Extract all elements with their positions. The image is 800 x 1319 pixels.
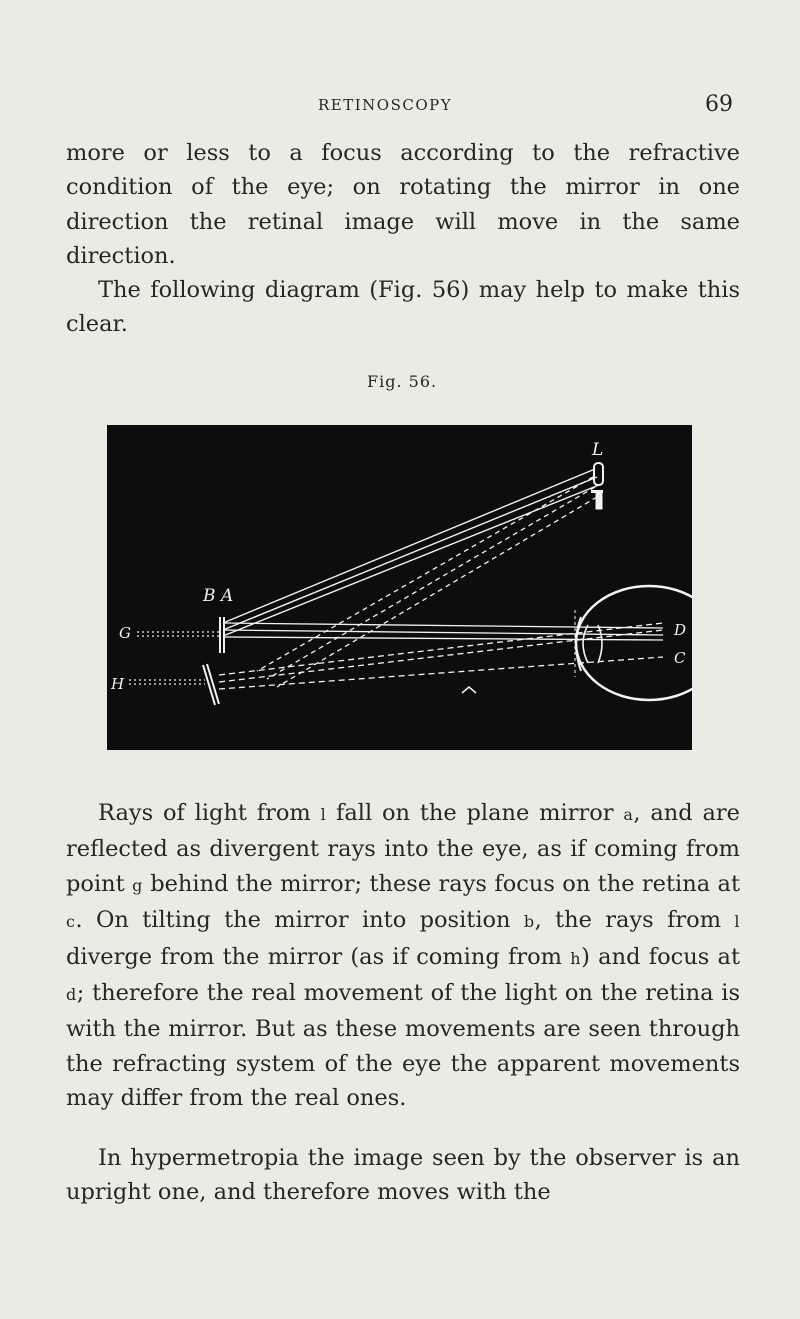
p3-text-7: diverge from the mirror (as if coming from — [66, 943, 571, 970]
p3-label-c: c — [66, 912, 76, 932]
paragraph-4: In hypermetropia the image seen by the observer is an upright one, and therefore moves with the — [66, 1145, 740, 1206]
label-c: C — [674, 649, 686, 667]
p3-text-3: , and are reflected as divergent rays into the eye, as if coming from point — [66, 800, 740, 897]
paragraph-3 — [66, 796, 740, 1116]
p3-text-8: ) and focus at — [581, 943, 741, 970]
p3-text-2: fall on the plane mirror — [326, 800, 624, 826]
paragraph-1: more or less to a focus according to the refractive condition of the eye; on rotating the mirror in one direction the retinal image will move in the same direction. — [66, 140, 740, 270]
p3-label-h: h — [570, 948, 582, 968]
figure-caption: Fig. 56. — [367, 372, 438, 391]
diagram-background — [107, 425, 692, 750]
label-g: G — [119, 624, 131, 642]
p3-label-l: l — [320, 805, 327, 824]
p3-label-b: b — [523, 912, 535, 932]
p3-text-6: , the rays from — [534, 907, 735, 934]
p3-text-5: . On tilting the mirror into position — [75, 907, 524, 934]
label-d: D — [674, 621, 687, 639]
running-title: RETINOSCOPY — [318, 96, 453, 114]
page-number: 69 — [705, 92, 733, 117]
p3-text-4: behind the mirror; these rays focus on the retina at — [142, 870, 740, 897]
p3-text-9: ; therefore the real movement of the light on the retina is with the mirror. But as these movements are seen through the refracting system of the eye the apparent movements may differ from the real ones. — [66, 980, 740, 1112]
figure-56-diagram — [107, 425, 692, 750]
p3-text-1: Rays of light from — [98, 800, 321, 826]
p3-label-a: a — [623, 805, 634, 824]
running-head — [0, 92, 800, 122]
p3-label-l-2: l — [734, 912, 740, 932]
paragraph-2: The following diagram (Fig. 56) may help to make this clear. — [66, 277, 740, 338]
p3-label-g: g — [132, 875, 143, 895]
label-b: B — [203, 586, 216, 606]
label-h: H — [111, 675, 125, 693]
label-l: L — [592, 440, 604, 460]
label-a: A — [221, 586, 234, 606]
retinoscopy-diagram — [107, 425, 692, 750]
p3-label-d: d — [66, 985, 77, 1005]
